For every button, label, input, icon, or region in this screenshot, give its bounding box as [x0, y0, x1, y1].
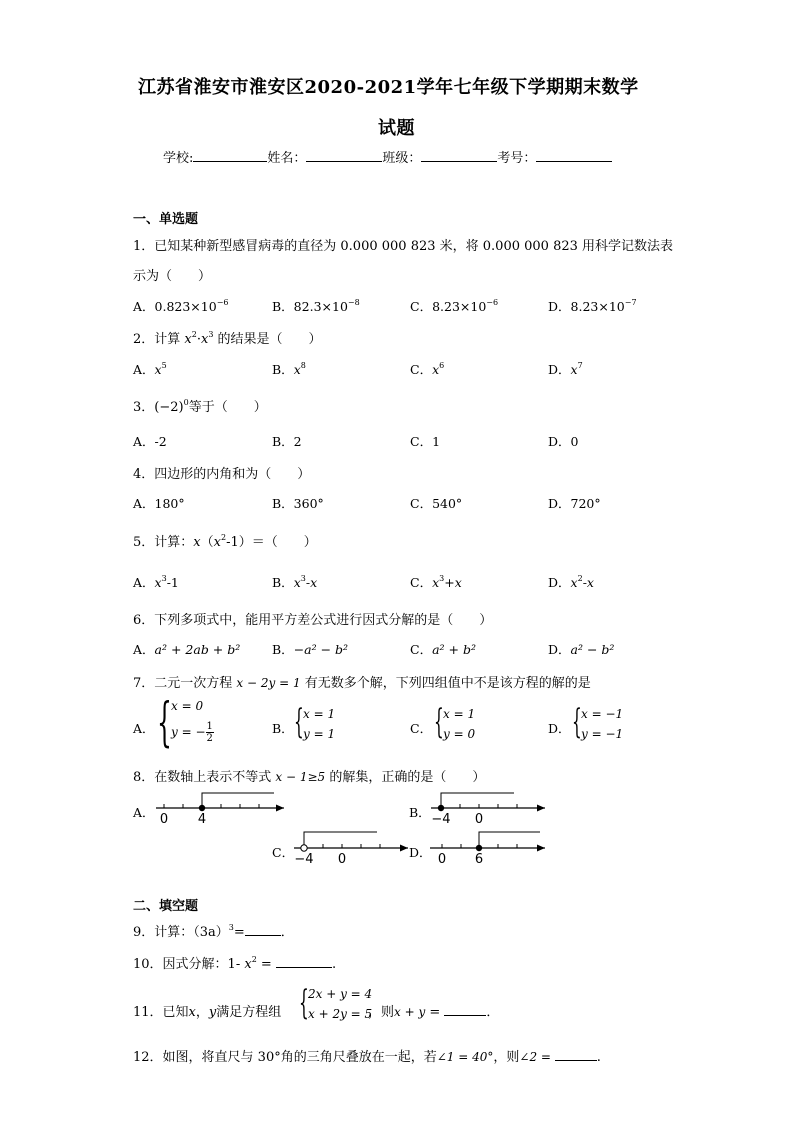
q6-option-c-label: C．: [410, 642, 433, 657]
brace-glyph: {: [157, 693, 172, 753]
q10-answer-blank[interactable]: [276, 955, 332, 968]
q5-option-d-var: x: [570, 575, 578, 590]
question-5-stem: [133, 531, 317, 550]
q5-option-c-var: x: [432, 575, 440, 590]
q8-option-c-number-line: [288, 829, 413, 865]
exam-number-blank[interactable]: [536, 149, 612, 162]
q8-post: 的解集，正确的是（ ）: [325, 770, 486, 785]
q5-exp: 2: [220, 533, 227, 542]
question-11-pre: [133, 1001, 281, 1020]
q6-option-a-expr: a² + 2ab + b²: [154, 642, 241, 657]
q5-var2: x: [213, 535, 221, 550]
solution-ray: [304, 832, 377, 848]
q1-option-c[interactable]: [410, 297, 498, 315]
q5-option-a-var: x: [154, 575, 162, 590]
question-12: [133, 1046, 601, 1065]
q5-option-b-var: x: [293, 575, 301, 590]
q10-post: =: [256, 957, 276, 972]
q12-angle2: ∠2 =: [519, 1050, 555, 1064]
q12-mid: ，则: [493, 1050, 520, 1065]
q7-a-line1: x = 0: [171, 699, 204, 713]
q8-option-c-label[interactable]: C．: [272, 845, 295, 860]
q1-option-b-text: B．82.3×10: [272, 299, 348, 314]
q11-expr: x + y: [394, 1005, 426, 1019]
q2-option-a[interactable]: [133, 360, 167, 378]
axis-arrow: [276, 805, 284, 812]
q12-pre: 12．如图，将直尺与 30°角的三角尺叠放在一起，若: [133, 1050, 437, 1065]
q5-option-d[interactable]: [548, 573, 594, 591]
q11-answer-blank[interactable]: [444, 1003, 486, 1016]
q7-b-line2: y = 1: [303, 727, 336, 741]
brace-glyph: {: [294, 702, 304, 742]
page-title-line2: 试题: [378, 118, 415, 139]
tick-label-0: 0: [474, 812, 484, 826]
q1-option-a-text: A．0.823×10: [133, 299, 217, 314]
q8-option-a-label[interactable]: A．: [133, 805, 155, 820]
q7-d-line2: y = −1: [581, 727, 624, 741]
q2-var1: x: [184, 332, 192, 347]
question-7-stem: [133, 672, 591, 691]
q5-option-d-label: D．: [548, 575, 571, 590]
school-blank[interactable]: [193, 149, 267, 162]
q3-option-a[interactable]: A．-2: [133, 434, 167, 449]
q2-exp2: 3: [208, 330, 214, 339]
q7-post: 有无数多个解，下列四组值中不是该方程的解的是: [300, 676, 591, 691]
open-endpoint: [301, 845, 307, 851]
q7-a-line2: [171, 721, 214, 744]
q3-option-b[interactable]: B．2: [272, 434, 302, 449]
q3-option-d[interactable]: D．0: [548, 434, 579, 449]
q7-pre: 7．二元一次方程: [133, 676, 237, 691]
q9-pre: 9．计算：（3a）: [133, 925, 229, 940]
q8-option-b-number-line: [425, 790, 550, 826]
student-info-fields: [163, 147, 612, 166]
q7-option-a-label[interactable]: A．: [133, 721, 155, 736]
q11-pre: 11．已知: [133, 1005, 189, 1020]
q10-var: x: [244, 957, 252, 972]
q7-c-line2: y = 0: [443, 727, 476, 741]
q8-option-a-number-line: [150, 790, 290, 826]
q7-option-d-label[interactable]: D．: [548, 721, 571, 736]
q8-option-d-number-line: [424, 829, 550, 865]
axis-arrow: [537, 845, 545, 852]
q11-sep: ，: [195, 1005, 209, 1020]
q2-option-b-var: x: [293, 362, 301, 377]
question-6-stem: 6．下列多项式中，能用平方差公式进行因式分解的是（ ）: [133, 613, 493, 628]
solution-ray: [441, 793, 514, 808]
q2-dot: ·: [196, 332, 201, 347]
closed-endpoint: [476, 845, 482, 851]
question-9: [133, 921, 294, 940]
q11-end: ．: [486, 1005, 500, 1020]
q8-pre: 8．在数轴上表示不等式: [133, 770, 276, 785]
q11-line1: 2x + y = 4: [308, 987, 373, 1001]
q2-var2: x: [200, 332, 209, 347]
q5-option-a[interactable]: [133, 573, 179, 591]
closed-endpoint: [199, 805, 205, 811]
q5-option-b-exp: 3: [300, 574, 306, 583]
q7-equation: x − 2y = 1: [236, 676, 301, 690]
solution-ray: [202, 793, 274, 808]
q1-option-b[interactable]: [272, 297, 360, 315]
tick-label-4: 4: [197, 812, 207, 826]
q6-option-c[interactable]: [410, 640, 476, 658]
q10-exp: 2: [251, 955, 257, 964]
tick-label-6: 6: [474, 852, 484, 865]
q6-option-d[interactable]: [548, 640, 614, 658]
q10-pre: 10．因式分解：1-: [133, 957, 245, 972]
q5-option-d-exp: 2: [577, 574, 583, 583]
name-blank[interactable]: [306, 149, 382, 162]
class-label: 班级：: [382, 151, 422, 166]
q2-option-a-exp: 5: [161, 361, 167, 370]
q7-a-numerator: 1: [206, 721, 213, 732]
q11-eq: =: [425, 1005, 445, 1020]
q2-pre: 2．计算: [133, 332, 185, 347]
q8-inequality: x − 1≥5: [275, 770, 326, 784]
brace-glyph: {: [299, 983, 309, 1023]
tick-label-0: 0: [437, 852, 447, 865]
q8-option-d-label[interactable]: D．: [409, 845, 432, 860]
q12-answer-blank[interactable]: [555, 1048, 597, 1061]
name-label: 姓名：: [267, 151, 307, 166]
q3-exp: 0: [183, 398, 189, 407]
school-label: 学校:: [163, 151, 194, 166]
q6-option-a-label: A．: [133, 642, 155, 657]
q4-option-c[interactable]: C．540°: [410, 496, 463, 511]
q4-option-d[interactable]: D．720°: [548, 496, 601, 511]
q7-b-line1: x = 1: [303, 707, 336, 721]
section-title-fill-in: 二、填空题: [133, 899, 199, 914]
q11-equation-system: [299, 983, 373, 1026]
q7-option-c-label[interactable]: C．: [410, 721, 433, 736]
q9-answer-blank[interactable]: [245, 923, 281, 936]
brace-glyph: {: [572, 702, 582, 742]
axis-arrow: [400, 845, 408, 852]
q11-line2: x + 2y = 5: [308, 1007, 373, 1021]
q5-option-c[interactable]: [410, 573, 462, 591]
q2-exp1: 2: [191, 330, 197, 339]
closed-endpoint: [438, 805, 444, 811]
q1-option-c-exp: −6: [486, 298, 499, 307]
question-11-post: [368, 1001, 499, 1020]
q12-end: .: [596, 1050, 601, 1065]
q7-option-b-label[interactable]: B．: [272, 721, 294, 736]
q2-option-c-var: x: [432, 362, 440, 377]
q1-option-a[interactable]: [133, 297, 229, 315]
q10-end: .: [331, 957, 337, 972]
q2-option-d[interactable]: [548, 360, 583, 378]
question-4-stem: 4．四边形的内角和为（ ）: [133, 467, 311, 482]
q11-var-x: x: [188, 1005, 196, 1020]
q7-option-b-system: [294, 702, 354, 745]
q1-option-d[interactable]: [548, 297, 637, 315]
question-8-stem: [133, 766, 485, 785]
q5-option-a-label: A．: [133, 575, 155, 590]
q6-option-a[interactable]: [133, 640, 240, 658]
brace-glyph: {: [434, 702, 444, 742]
page-title-line1: 江苏省淮安市淮安区2020-2021学年七年级下学期期末数学: [138, 77, 639, 98]
q1-option-b-exp: −8: [347, 298, 360, 307]
q5-option-c-post: +x: [444, 575, 462, 590]
q3-post: 等于（ ）: [188, 400, 267, 415]
q2-option-a-label: A．: [133, 362, 155, 377]
q2-option-d-exp: 7: [577, 361, 583, 370]
q2-option-b-exp: 8: [300, 361, 306, 370]
q6-option-b-expr: −a² − b²: [293, 642, 349, 657]
q2-option-b-label: B．: [272, 362, 294, 377]
q2-option-d-var: x: [570, 362, 578, 377]
tick-label-neg4: −4: [294, 852, 314, 865]
q6-option-c-expr: a² + b²: [432, 642, 476, 657]
q5-paren: （: [200, 535, 214, 550]
q5-option-b[interactable]: [272, 573, 317, 591]
q6-option-b-label: B．: [272, 642, 294, 657]
q9-exp: 3: [228, 923, 234, 932]
q5-option-a-post: -1: [166, 575, 179, 590]
q1-option-d-text: D．8.23×10: [548, 299, 625, 314]
section-title-single-choice: 一、单选题: [133, 212, 199, 227]
q5-option-d-post: -x: [582, 575, 594, 590]
q5-option-b-post: -x: [305, 575, 318, 590]
question-1-line2: 示为（ ）: [133, 269, 212, 284]
q7-a-fraction: [206, 721, 214, 744]
q4-option-b[interactable]: B．360°: [272, 496, 324, 511]
exam-number-label: 考号：: [497, 151, 537, 166]
class-blank[interactable]: [421, 149, 497, 162]
q6-option-b[interactable]: [272, 640, 348, 658]
tick-label-neg4: −4: [431, 812, 451, 826]
q7-c-line1: x = 1: [443, 707, 476, 721]
question-10: [133, 953, 336, 972]
q2-option-c[interactable]: [410, 360, 444, 378]
q7-option-a-system: [157, 693, 227, 753]
q3-pre: 3．(−2): [133, 400, 184, 415]
tick-label-0: 0: [337, 852, 347, 865]
q1-option-a-exp: −6: [216, 298, 229, 307]
axis-arrow: [537, 805, 545, 812]
q9-end: ．: [280, 925, 294, 940]
q5-option-b-label: B．: [272, 575, 294, 590]
q2-post: 的结果是（ ）: [213, 332, 322, 347]
q5-rest: -1）＝（ ）: [226, 535, 317, 550]
q9-post: =: [233, 925, 245, 940]
question-3-stem: [133, 396, 267, 415]
q11-mid: 满足方程组: [216, 1005, 282, 1020]
q11-var-y: y: [208, 1005, 217, 1020]
q5-option-c-label: C．: [410, 575, 433, 590]
q4-option-a[interactable]: A．180°: [133, 496, 185, 511]
tick-label-0: 0: [159, 812, 169, 826]
q5-var1: x: [193, 535, 201, 550]
question-1-line1: 1．已知某种新型感冒病毒的直径为 0.000 000 823 米，将 0.000 000 823 用科学记数法表: [133, 239, 674, 254]
q12-angle1: ∠1 = 40°: [436, 1050, 494, 1064]
q7-d-line1: x = −1: [581, 707, 624, 721]
question-2-stem: [133, 328, 322, 347]
q11-post: ，则: [368, 1005, 395, 1020]
q2-option-d-label: D．: [548, 362, 571, 377]
q5-option-a-exp: 3: [161, 574, 167, 583]
q6-option-d-label: D．: [548, 642, 571, 657]
q7-a-line2-text: y = −: [171, 725, 206, 739]
q8-option-b-label[interactable]: B．: [409, 805, 431, 820]
q2-option-a-var: x: [154, 362, 162, 377]
solution-ray: [479, 832, 540, 848]
q7-option-d-system: [572, 702, 642, 745]
q2-option-c-exp: 6: [439, 361, 445, 370]
q5-pre: 5．计算：: [133, 535, 194, 550]
q1-option-c-text: C．8.23×10: [410, 299, 487, 314]
q7-option-c-system: [434, 702, 494, 745]
q7-a-denominator: 2: [206, 733, 213, 744]
q5-option-c-exp: 3: [439, 574, 445, 583]
q3-option-c[interactable]: C．1: [410, 434, 441, 449]
q6-option-d-expr: a² − b²: [570, 642, 615, 657]
q2-option-c-label: C．: [410, 362, 433, 377]
q1-option-d-exp: −7: [624, 298, 637, 307]
q2-option-b[interactable]: [272, 360, 306, 378]
